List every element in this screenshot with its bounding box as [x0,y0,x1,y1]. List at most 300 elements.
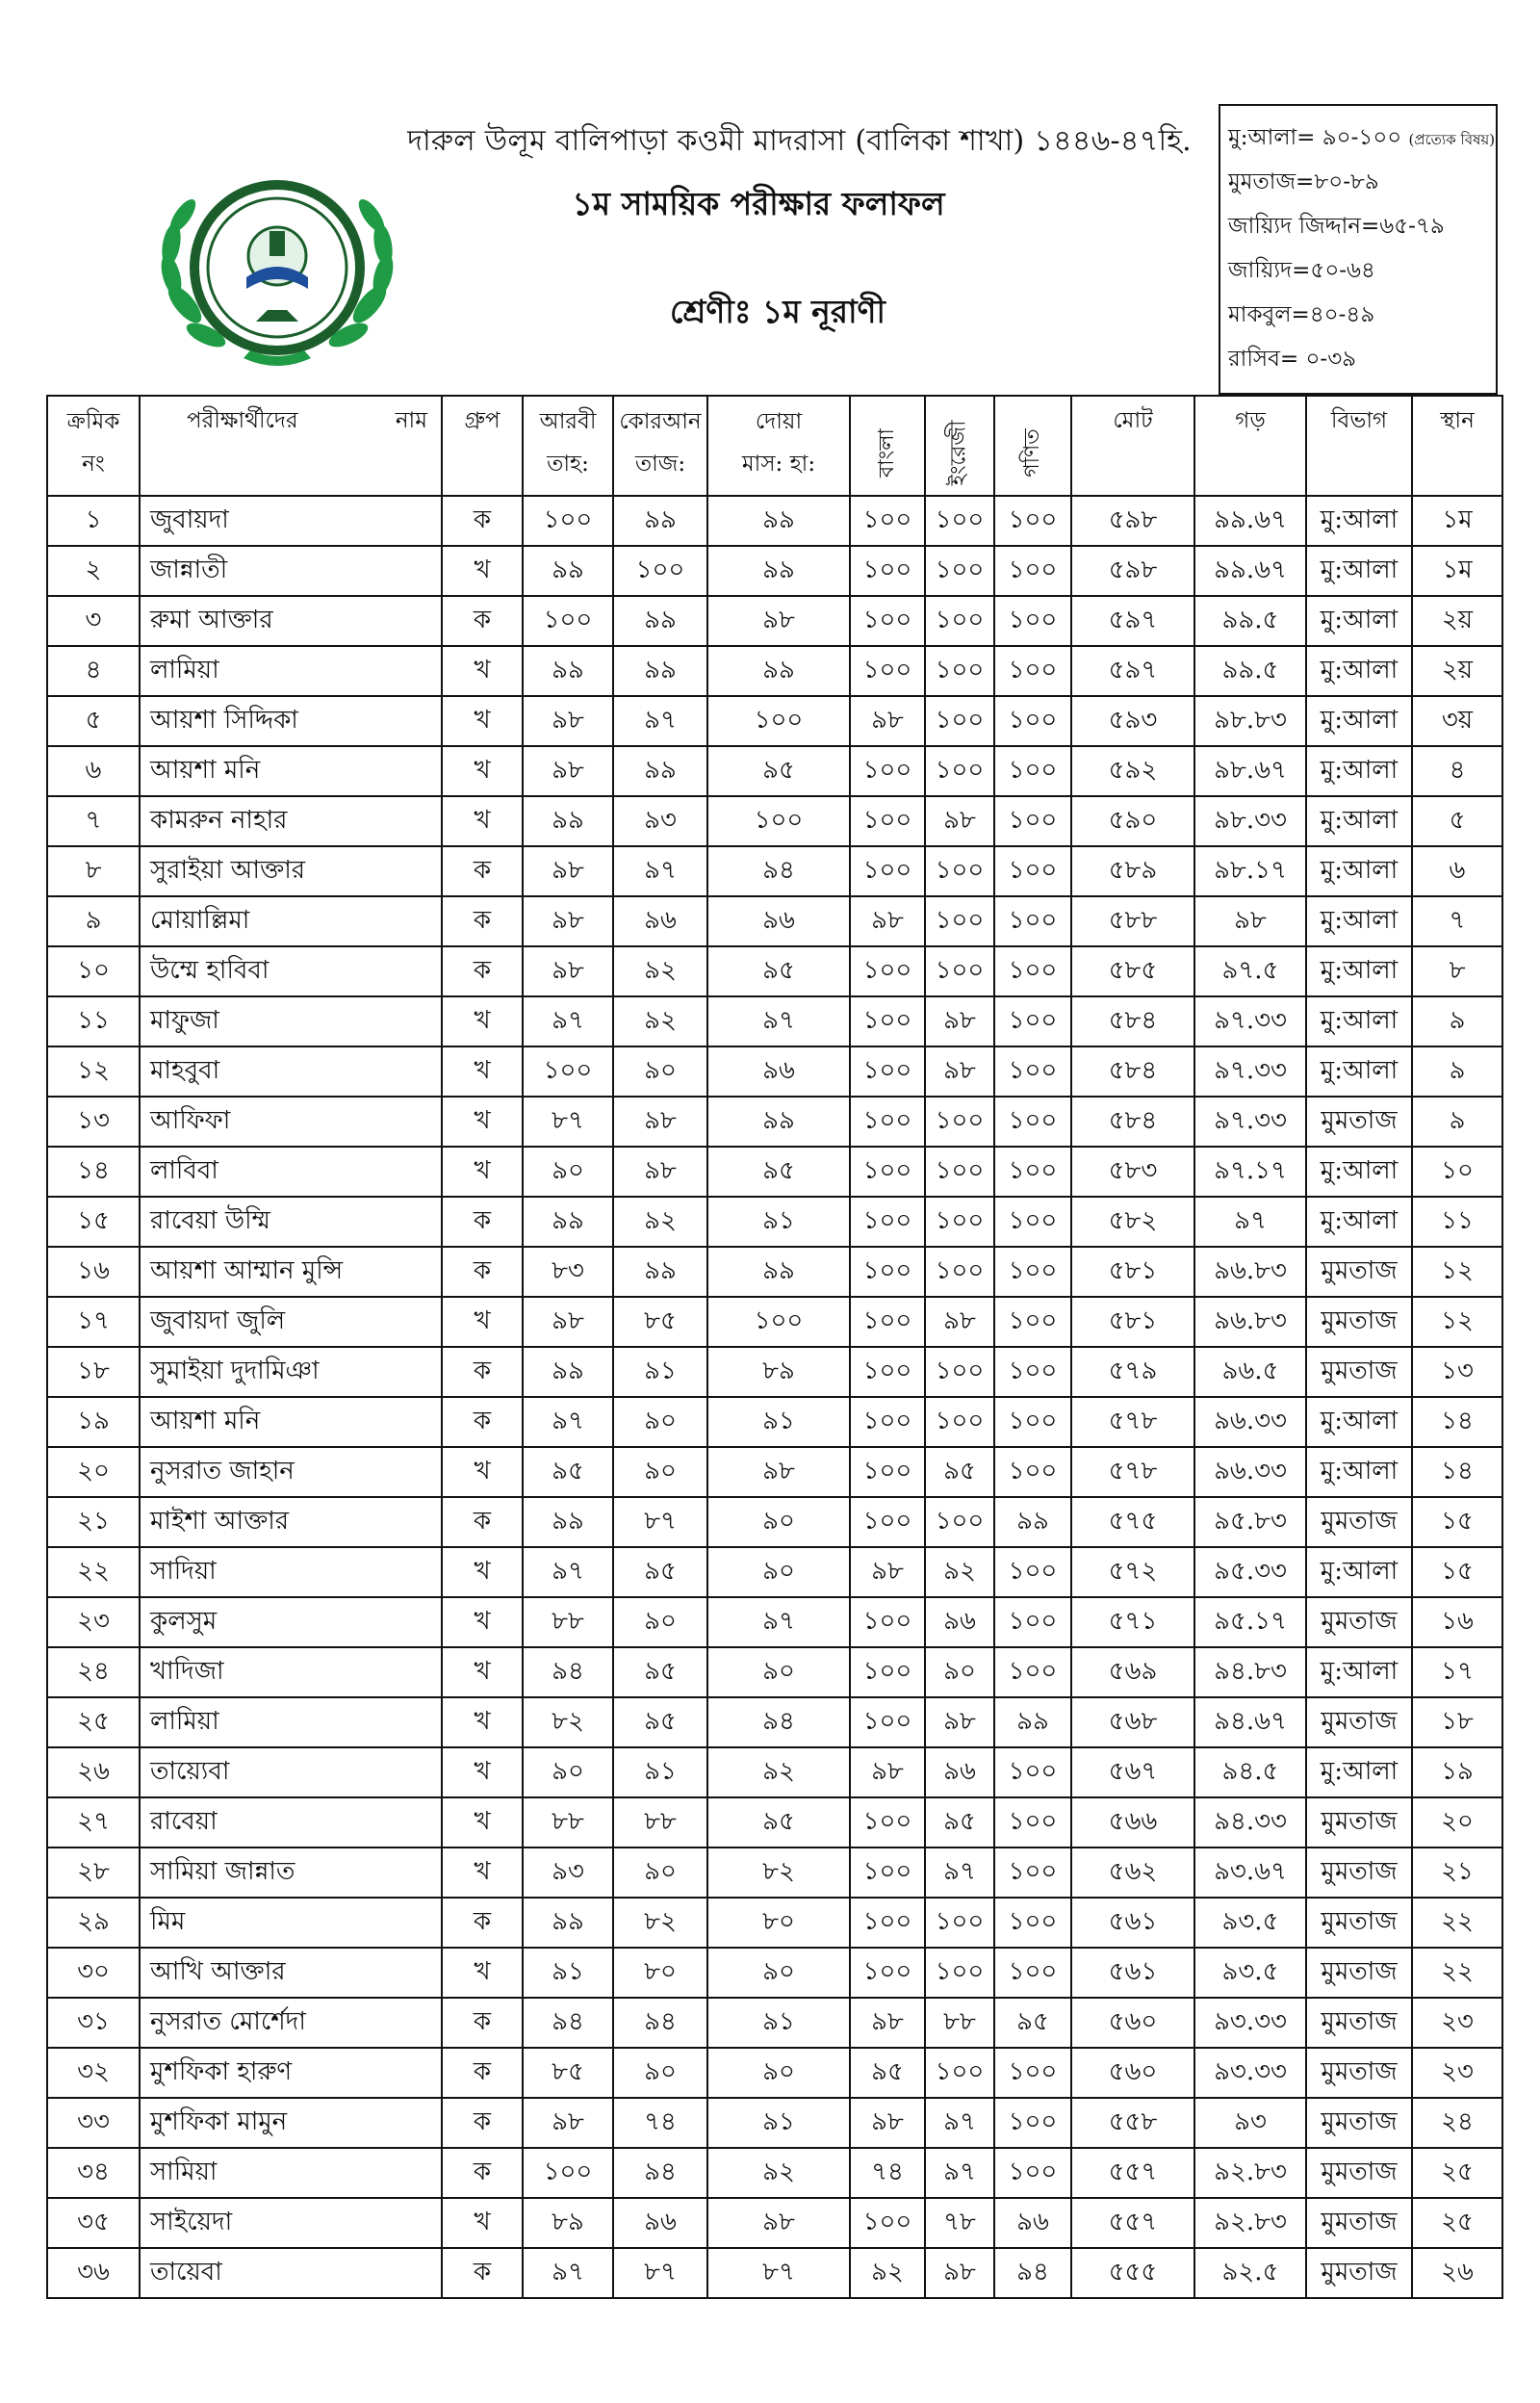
legend-line: রাসিব= ০-৩৯ [1228,347,1357,372]
position-cell: ২০ [1412,1797,1502,1847]
bangla-cell: ১০০ [850,1697,925,1747]
english-cell: ১০০ [925,1097,994,1147]
table-row [47,2248,1502,2298]
math-cell: ১০০ [994,1948,1071,1998]
total-cell: ৫৭৫ [1071,1497,1194,1547]
division-cell: মু:আলা [1306,1547,1412,1597]
math-cell: ১০০ [994,1647,1071,1697]
division-cell: মুমতাজ [1306,1347,1412,1397]
division-cell: মুমতাজ [1306,1847,1412,1898]
position-cell: ২য় [1412,596,1502,646]
col-arabic: আরবী তাহ: [523,396,613,496]
english-cell: ১০০ [925,546,994,596]
name-cell: আয়শা আম্মান মুন্সি [140,1247,442,1297]
serial-cell: ১৪ [47,1147,140,1197]
table-row [47,1347,1502,1397]
arabic-cell: ৯৮ [523,846,613,896]
serial-cell: ২৯ [47,1898,140,1948]
english-cell: ১০০ [925,1948,994,1998]
name-cell: নুসরাত জাহান [140,1447,442,1497]
name-cell: নুসরাত মোর্শেদা [140,1998,442,2048]
position-cell: ১৬ [1412,1597,1502,1647]
average-cell: ৯৯.৬৭ [1194,496,1306,546]
math-cell: ১০০ [994,696,1071,746]
division-cell: মু:আলা [1306,1447,1412,1497]
group-cell: ক [442,496,523,546]
group-cell: খ [442,1697,523,1747]
total-cell: ৫৮৮ [1071,896,1194,946]
english-cell: ৯২ [925,1547,994,1597]
serial-cell: ২১ [47,1497,140,1547]
group-cell: ক [442,946,523,996]
name-cell: জান্নাতী [140,546,442,596]
quran-cell: ৯০ [613,1597,707,1647]
serial-cell: ১২ [47,1046,140,1097]
serial-cell: ৩৫ [47,2198,140,2248]
english-cell: ১০০ [925,1197,994,1247]
arabic-cell: ৯৮ [523,696,613,746]
arabic-cell: ৯৯ [523,546,613,596]
table-row [47,496,1502,546]
table-row [47,2048,1502,2098]
position-cell: ১ম [1412,496,1502,546]
group-cell: ক [442,1247,523,1297]
english-cell: ১০০ [925,1497,994,1547]
serial-cell: ১১ [47,996,140,1046]
quran-cell: ৯৯ [613,746,707,796]
arabic-cell: ৮৯ [523,2198,613,2248]
dua-cell: ৯৫ [707,1797,850,1847]
bangla-cell: ১০০ [850,546,925,596]
math-cell: ১০০ [994,1147,1071,1197]
english-cell: ৯৫ [925,1447,994,1497]
english-cell: ৯০ [925,1647,994,1697]
name-cell: লামিয়া [140,1697,442,1747]
arabic-cell: ৮৮ [523,1797,613,1847]
english-cell: ৯৮ [925,1046,994,1097]
bangla-cell: ১০০ [850,1797,925,1847]
dua-cell: ৯৫ [707,946,850,996]
name-cell: মিম [140,1898,442,1948]
arabic-cell: ৯১ [523,1948,613,1998]
math-cell: ১০০ [994,1247,1071,1297]
serial-cell: ৩২ [47,2048,140,2098]
serial-cell: ২৬ [47,1747,140,1797]
average-cell: ৯৮.৮৩ [1194,696,1306,746]
bangla-cell: ১০০ [850,1597,925,1647]
serial-cell: ১ [47,496,140,546]
serial-cell: ২৭ [47,1797,140,1847]
arabic-cell: ৯৯ [523,1347,613,1397]
total-cell: ৫৭২ [1071,1547,1194,1597]
group-cell: খ [442,696,523,746]
serial-cell: ১৩ [47,1097,140,1147]
total-cell: ৫৫৮ [1071,2098,1194,2148]
table-row [47,596,1502,646]
bangla-cell: ৭৪ [850,2148,925,2198]
name-cell: লাবিবা [140,1147,442,1197]
english-cell: ১০০ [925,2048,994,2098]
total-cell: ৫৮৫ [1071,946,1194,996]
group-cell: খ [442,746,523,796]
name-cell: কুলসুম [140,1597,442,1647]
english-cell: ১০০ [925,496,994,546]
math-cell: ১০০ [994,1898,1071,1948]
name-cell: মোয়াল্লিমা [140,896,442,946]
bangla-cell: ৯২ [850,2248,925,2298]
quran-cell: ৯৬ [613,2198,707,2248]
dua-cell: ৯৫ [707,746,850,796]
arabic-cell: ৯৭ [523,1397,613,1447]
dua-cell: ৯১ [707,1197,850,1247]
total-cell: ৫৬৮ [1071,1697,1194,1747]
math-cell: ১০০ [994,2098,1071,2148]
math-cell: ১০০ [994,596,1071,646]
dua-cell: ৮০ [707,1898,850,1948]
serial-cell: ৩৩ [47,2098,140,2148]
table-row [47,646,1502,696]
legend-line: জায়্যিদ=৫০-৬৪ [1228,258,1375,283]
table-row [47,1197,1502,1247]
col-serial: ক্রমিক নং [47,396,140,496]
position-cell: ১ম [1412,546,1502,596]
division-cell: মুমতাজ [1306,2048,1412,2098]
total-cell: ৫৮৯ [1071,846,1194,896]
average-cell: ৯৭.৩৩ [1194,996,1306,1046]
group-cell: ক [442,2048,523,2098]
serial-cell: ৩০ [47,1948,140,1998]
division-cell: মুমতাজ [1306,2198,1412,2248]
class-title: শ্রেণীঃ ১ম নূরাণী [670,293,886,330]
col-total: মোট [1071,396,1194,496]
math-cell: ১০০ [994,846,1071,896]
bangla-cell: ৯৫ [850,2048,925,2098]
table-row [47,1797,1502,1847]
english-cell: ৯৭ [925,2148,994,2198]
division-cell: মু:আলা [1306,546,1412,596]
dua-cell: ৯২ [707,1747,850,1797]
name-cell: রুমা আক্তার [140,596,442,646]
arabic-cell: ১০০ [523,496,613,546]
average-cell: ৯৮.৬৭ [1194,746,1306,796]
arabic-cell: ১০০ [523,1046,613,1097]
english-cell: ১০০ [925,596,994,646]
dua-cell: ৯০ [707,1497,850,1547]
table-row [47,1948,1502,1998]
english-cell: ৯৮ [925,796,994,846]
position-cell: ১২ [1412,1297,1502,1347]
bangla-cell: ১০০ [850,1397,925,1447]
position-cell: ২৩ [1412,2048,1502,2098]
average-cell: ৯৪.৮৩ [1194,1647,1306,1697]
math-cell: ১০০ [994,1547,1071,1597]
arabic-cell: ৯৮ [523,2098,613,2148]
group-cell: খ [442,1948,523,1998]
group-cell: খ [442,1597,523,1647]
english-cell: ৯৫ [925,1797,994,1847]
name-cell: মাফুজা [140,996,442,1046]
math-cell: ১০০ [994,796,1071,846]
arabic-cell: ৮৫ [523,2048,613,2098]
table-row [47,1697,1502,1747]
average-cell: ৯৩.৫ [1194,1948,1306,1998]
math-cell: ১০০ [994,1847,1071,1898]
average-cell: ৯৬.৩৩ [1194,1397,1306,1447]
position-cell: ১১ [1412,1197,1502,1247]
total-cell: ৫৯৭ [1071,646,1194,696]
arabic-cell: ৮৭ [523,1097,613,1147]
bangla-cell: ৯৮ [850,696,925,746]
group-cell: ক [442,896,523,946]
average-cell: ৯৫.৮৩ [1194,1497,1306,1547]
arabic-cell: ৮২ [523,1697,613,1747]
name-cell: রাবেয়া [140,1797,442,1847]
name-cell: মুশফিকা মামুন [140,2098,442,2148]
total-cell: ৫৬১ [1071,1948,1194,1998]
table-row [47,1247,1502,1297]
name-cell: সুমাইয়া দুদামিঞা [140,1347,442,1397]
average-cell: ৯৮.৩৩ [1194,796,1306,846]
math-cell: ৯৬ [994,2198,1071,2248]
group-cell: ক [442,2248,523,2298]
quran-cell: ৯২ [613,1197,707,1247]
bangla-cell: ১০০ [850,1097,925,1147]
serial-cell: ২ [47,546,140,596]
arabic-cell: ৯৮ [523,896,613,946]
position-cell: ১৮ [1412,1697,1502,1747]
division-cell: মুমতাজ [1306,1297,1412,1347]
division-cell: মু:আলা [1306,696,1412,746]
table-row [47,996,1502,1046]
division-cell: মুমতাজ [1306,1998,1412,2048]
division-cell: মু:আলা [1306,496,1412,546]
division-cell: মু:আলা [1306,946,1412,996]
total-cell: ৫৮৪ [1071,1097,1194,1147]
quran-cell: ৯১ [613,1347,707,1397]
bangla-cell: ৯৮ [850,896,925,946]
quran-cell: ৯০ [613,1046,707,1097]
group-cell: ক [442,2148,523,2198]
table-row [47,1847,1502,1898]
dua-cell: ১০০ [707,796,850,846]
math-cell: ১০০ [994,1447,1071,1497]
serial-cell: ৩ [47,596,140,646]
bangla-cell: ১০০ [850,1347,925,1397]
bangla-cell: ১০০ [850,1046,925,1097]
total-cell: ৫৫৭ [1071,2148,1194,2198]
bangla-cell: ১০০ [850,946,925,996]
name-cell: আয়শা সিদ্দিকা [140,696,442,746]
serial-cell: ২০ [47,1447,140,1497]
division-cell: মু:আলা [1306,796,1412,846]
total-cell: ৫৭৮ [1071,1397,1194,1447]
quran-cell: ৯৬ [613,896,707,946]
dua-cell: ৯০ [707,1948,850,1998]
name-cell: সাইয়েদা [140,2198,442,2248]
name-cell: সাদিয়া [140,1547,442,1597]
position-cell: ৪ [1412,746,1502,796]
grade-legend [1219,104,1498,395]
average-cell: ৯৬.৮৩ [1194,1297,1306,1347]
exam-title: ১ম সাময়িক পরীক্ষার ফলাফল [572,185,945,222]
arabic-cell: ৯৯ [523,1898,613,1948]
total-cell: ৫৬০ [1071,1998,1194,2048]
position-cell: ২৬ [1412,2248,1502,2298]
page-header [46,104,1500,393]
average-cell: ৯৬.৫ [1194,1347,1306,1397]
name-cell: তায়্যেবা [140,1747,442,1797]
total-cell: ৫৬০ [1071,2048,1194,2098]
english-cell: ১০০ [925,646,994,696]
group-cell: ক [442,1497,523,1547]
arabic-cell: ১০০ [523,2148,613,2198]
dua-cell: ১০০ [707,696,850,746]
division-cell: মু:আলা [1306,596,1412,646]
group-cell: ক [442,1347,523,1397]
dua-cell: ৯৮ [707,596,850,646]
division-cell: মুমতাজ [1306,1597,1412,1647]
table-row [47,1447,1502,1497]
group-cell: খ [442,1046,523,1097]
math-cell: ৯৯ [994,1697,1071,1747]
math-cell: ১০০ [994,896,1071,946]
dua-cell: ৯৪ [707,846,850,896]
total-cell: ৫৬৬ [1071,1797,1194,1847]
average-cell: ৯৩.৫ [1194,1898,1306,1948]
group-cell: খ [442,1447,523,1497]
name-cell: আয়শা মনি [140,746,442,796]
average-cell: ৯২.৮৩ [1194,2148,1306,2198]
bangla-cell: ১০০ [850,596,925,646]
position-cell: ৯ [1412,996,1502,1046]
table-row [47,2198,1502,2248]
serial-cell: ৩৬ [47,2248,140,2298]
quran-cell: ৮৫ [613,1297,707,1347]
total-cell: ৫৮৪ [1071,1046,1194,1097]
dua-cell: ৯৬ [707,896,850,946]
serial-cell: ১৬ [47,1247,140,1297]
division-cell: মুমতাজ [1306,1247,1412,1297]
average-cell: ৯৭.৩৩ [1194,1097,1306,1147]
position-cell: ৬ [1412,846,1502,896]
quran-cell: ৯৯ [613,596,707,646]
average-cell: ৯৩.৩৩ [1194,1998,1306,2048]
quran-cell: ৮৭ [613,2248,707,2298]
arabic-cell: ৯৭ [523,996,613,1046]
group-cell: ক [442,846,523,896]
arabic-cell: ৯৯ [523,1197,613,1247]
arabic-cell: ৯৭ [523,1547,613,1597]
arabic-cell: ৯৪ [523,1998,613,2048]
division-cell: মু:আলা [1306,1197,1412,1247]
bangla-cell: ১০০ [850,1447,925,1497]
division-cell: মু:আলা [1306,1046,1412,1097]
average-cell: ৯৫.১৭ [1194,1597,1306,1647]
table-row [47,546,1502,596]
bangla-cell: ১০০ [850,1948,925,1998]
math-cell: ১০০ [994,1297,1071,1347]
english-cell: ১০০ [925,1147,994,1197]
english-cell: ৯৮ [925,1697,994,1747]
position-cell: ২২ [1412,1898,1502,1948]
arabic-cell: ৯৯ [523,1497,613,1547]
math-cell: ১০০ [994,946,1071,996]
total-cell: ৫৯৮ [1071,496,1194,546]
dua-cell: ৯০ [707,2048,850,2098]
name-cell: খাদিজা [140,1647,442,1697]
position-cell: ২৫ [1412,2198,1502,2248]
results-body [47,496,1502,2298]
table-row [47,1097,1502,1147]
col-bangla: বাংলা [850,396,925,496]
name-cell: আখি আক্তার [140,1948,442,1998]
serial-cell: ১৮ [47,1347,140,1397]
english-cell: ১০০ [925,1347,994,1397]
total-cell: ৫৭১ [1071,1597,1194,1647]
average-cell: ৯৩.৬৭ [1194,1847,1306,1898]
division-cell: মুমতাজ [1306,1697,1412,1747]
quran-cell: ৯৫ [613,1547,707,1597]
col-name: পরীক্ষার্থীদের নাম [140,396,442,496]
col-quran: কোরআন তাজ: [613,396,707,496]
institution-title: দারুল উলূম বালিপাড়া কওমী মাদরাসা (বালিকা শাখা) ১৪৪৬-৪৭হি. [407,124,1192,158]
serial-cell: ১৭ [47,1297,140,1347]
position-cell: ৮ [1412,946,1502,996]
table-row [47,1747,1502,1797]
quran-cell: ৮২ [613,1898,707,1948]
english-cell: ১০০ [925,1898,994,1948]
bangla-cell: ১০০ [850,2198,925,2248]
bangla-cell: ১০০ [850,1497,925,1547]
average-cell: ৯৪.৬৭ [1194,1697,1306,1747]
total-cell: ৫৬৭ [1071,1747,1194,1797]
serial-cell: ৬ [47,746,140,796]
bangla-cell: ৯৮ [850,2098,925,2148]
math-cell: ১০০ [994,1597,1071,1647]
table-row [47,1547,1502,1597]
bangla-cell: ১০০ [850,846,925,896]
average-cell: ৯৭.১৭ [1194,1147,1306,1197]
total-cell: ৫৯৮ [1071,546,1194,596]
quran-cell: ৯৮ [613,1147,707,1197]
name-cell: জুবায়দা জুলি [140,1297,442,1347]
arabic-cell: ৯৯ [523,646,613,696]
quran-cell: ৮০ [613,1948,707,1998]
quran-cell: ৯৫ [613,1697,707,1747]
group-cell: ক [442,1998,523,2048]
math-cell: ১০০ [994,1097,1071,1147]
quran-cell: ৯১ [613,1747,707,1797]
serial-cell: ১৯ [47,1397,140,1447]
bangla-cell: ৯৮ [850,1998,925,2048]
dua-cell: ৮৯ [707,1347,850,1397]
division-cell: মু:আলা [1306,846,1412,896]
dua-cell: ৯৯ [707,496,850,546]
english-cell: ৯৬ [925,1747,994,1797]
position-cell: ২য় [1412,646,1502,696]
quran-cell: ৯০ [613,2048,707,2098]
table-row [47,896,1502,946]
name-cell: মাহবুবা [140,1046,442,1097]
name-cell: মুশফিকা হারুণ [140,2048,442,2098]
position-cell: ১৪ [1412,1447,1502,1497]
english-cell: ১০০ [925,1247,994,1297]
position-cell: ১৭ [1412,1647,1502,1697]
position-cell: ২৩ [1412,1998,1502,2048]
english-cell: ৯৮ [925,996,994,1046]
dua-cell: ৯৬ [707,1046,850,1097]
division-cell: মু:আলা [1306,646,1412,696]
